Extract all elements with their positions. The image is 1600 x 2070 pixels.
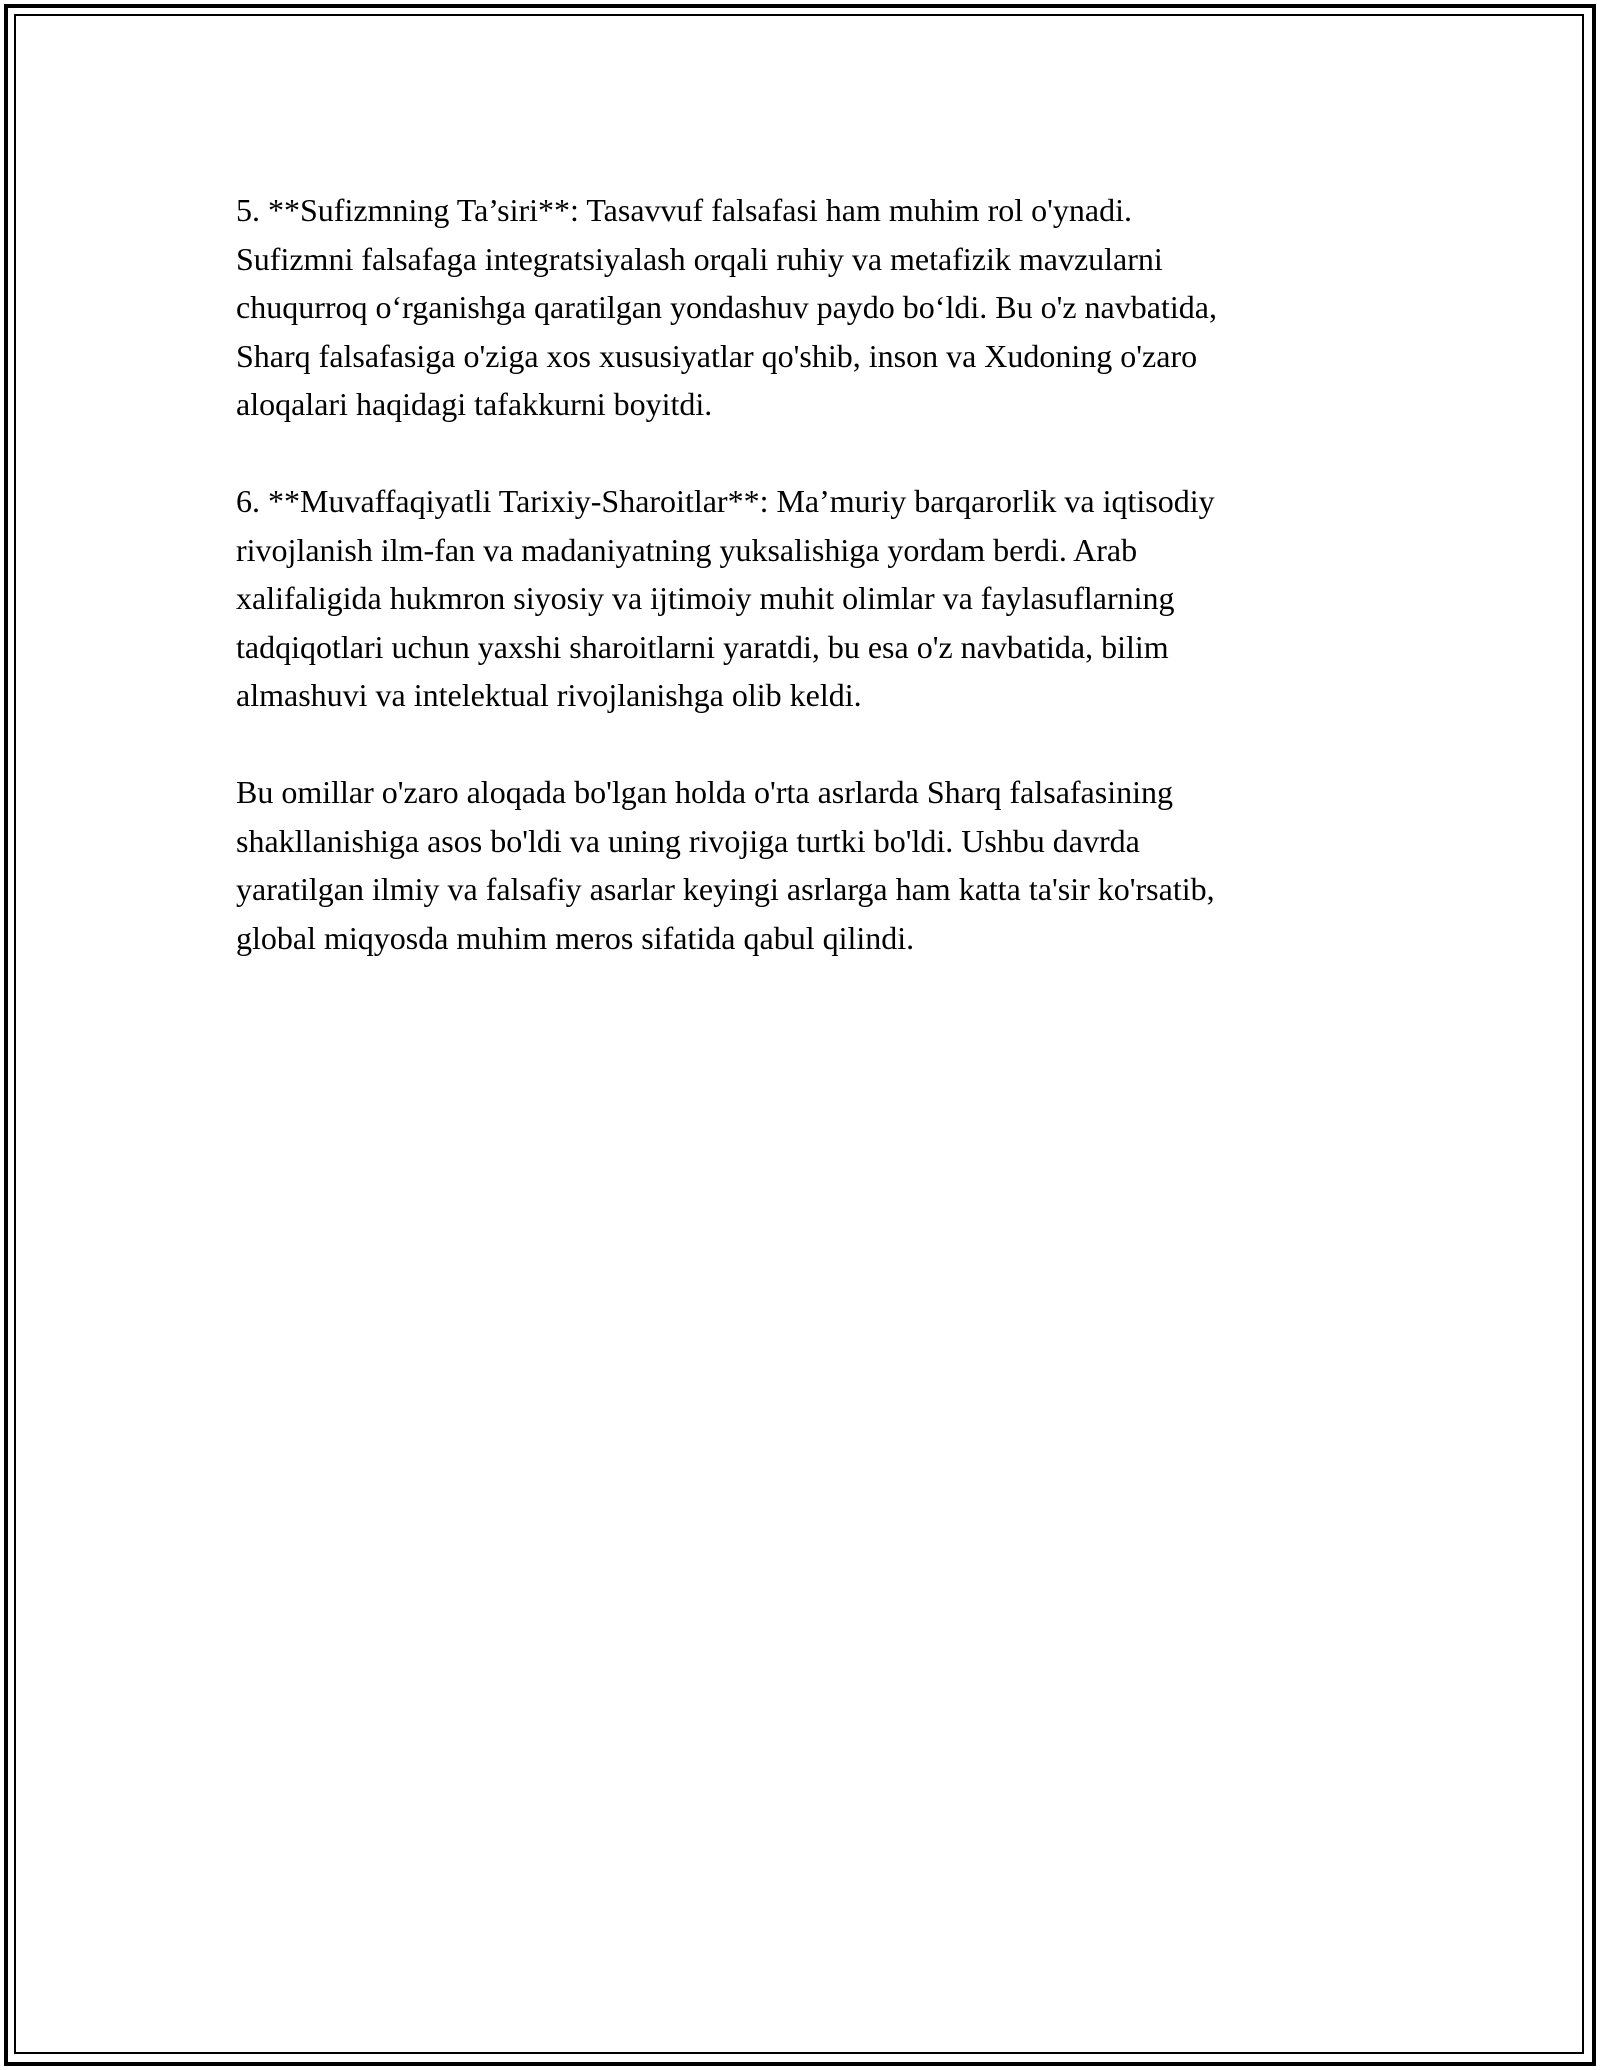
text-line: aloqalari haqidagi tafakkurni boyitdi. <box>236 386 713 422</box>
text-line: chuqurroq o‘rganishga qaratilgan yondashuv paydo bo‘ldi. Bu o'z navbatida, <box>236 289 1217 325</box>
text-line: shakllanishiga asos bo'ldi va uning rivojiga turtki bo'ldi. Ushbu davrda <box>236 822 1140 859</box>
text-line: yaratilgan ilmiy va falsafiy asarlar keyingi asrlarga ham katta ta'sir ko'rsatib, <box>236 871 1215 907</box>
text-line: tadqiqotlari uchun yaxshi sharoitlarni yaratdi, bu esa o'z navbatida, bilim <box>236 628 1169 665</box>
paragraph-historical-conditions <box>236 477 1376 720</box>
text-line: xalifaligida hukmron siyosiy va ijtimoiy muhit olimlar va faylasuflarning <box>236 580 1175 616</box>
text-line: almashuvi va intelektual rivojlanishga olib keldi. <box>236 677 862 713</box>
text-line: Sufizmni falsafaga integratsiyalash orqali ruhiy va metafizik mavzularni <box>236 240 1163 277</box>
paragraph-conclusion <box>236 768 1376 962</box>
text-line: rivojlanish ilm-fan va madaniyatning yuksalishiga yordam berdi. Arab <box>236 531 1138 568</box>
text-line: Sharq falsafasiga o'ziga xos xususiyatlar qo'shib, inson va Xudoning o'zaro <box>236 337 1198 374</box>
text-line: 5. **Sufizmning Ta’siri**: Tasavvuf falsafasi ham muhim rol o'ynadi. <box>236 192 1132 228</box>
text-line: Bu omillar o'zaro aloqada bo'lgan holda o'rta asrlarda Sharq falsafasining <box>236 774 1173 810</box>
text-line: 6. **Muvaffaqiyatli Tarixiy-Sharoitlar**: Ma’muriy barqarorlik va iqtisodiy <box>236 483 1215 519</box>
text-line: global miqyosda muhim meros sifatida qabul qilindi. <box>236 919 915 956</box>
document-body <box>236 186 1376 1011</box>
paragraph-sufism-influence <box>236 186 1376 429</box>
